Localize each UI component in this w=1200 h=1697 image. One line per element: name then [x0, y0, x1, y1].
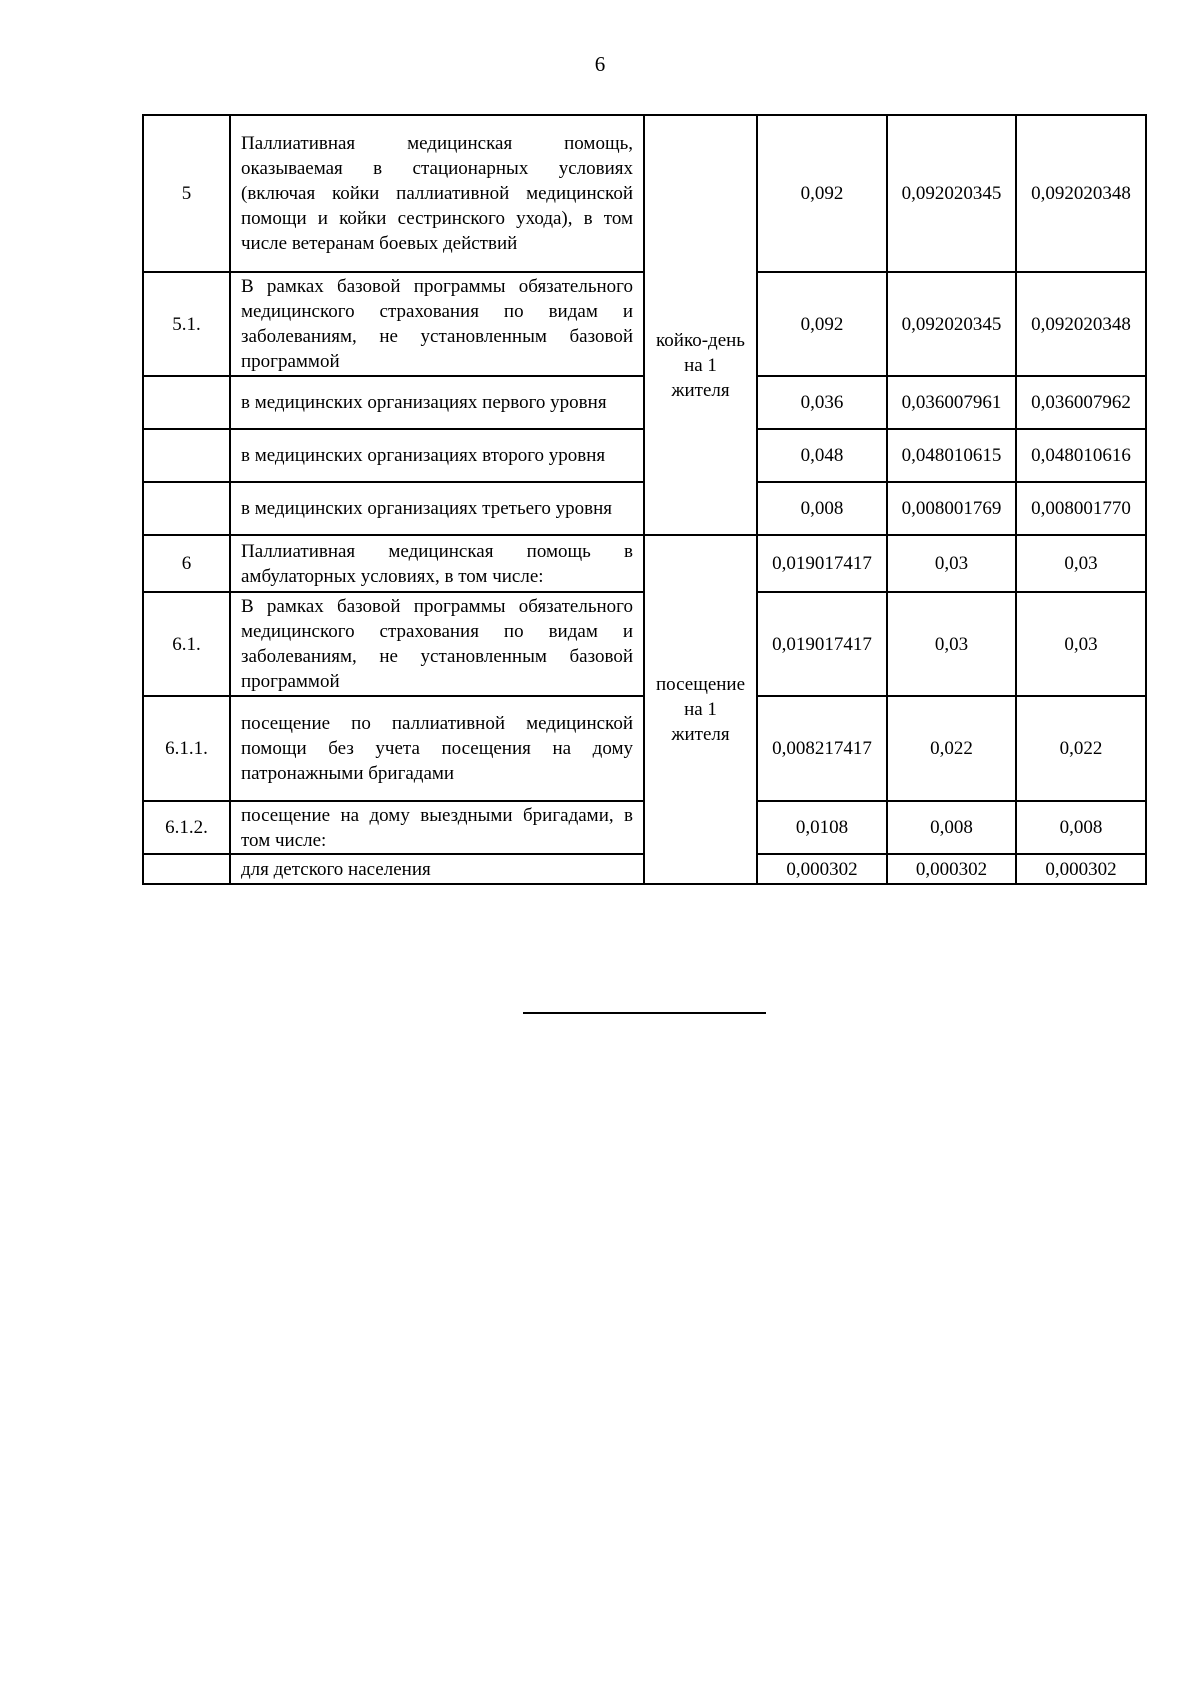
- row-description: В рамках базовой программы обязательного медицинского страхования по видам и заболеваниям, не установленным базовой программой: [230, 272, 644, 376]
- value-cell: 0,008: [887, 801, 1016, 854]
- unit-cell: койко-день на 1 жителя: [644, 115, 757, 535]
- value-cell: 0,036007961: [887, 376, 1016, 429]
- value-cell: 0,022: [1016, 696, 1146, 801]
- row-number: 6.1.1.: [143, 696, 230, 801]
- row-description: В рамках базовой программы обязательного медицинского страхования по видам и заболеваниям, не установленным базовой программой: [230, 592, 644, 696]
- value-cell: 0,092: [757, 115, 887, 272]
- row-description: посещение на дому выездными бригадами, в том числе:: [230, 801, 644, 854]
- row-number: 6: [143, 535, 230, 592]
- value-cell: 0,008001769: [887, 482, 1016, 535]
- value-cell: 0,000302: [757, 854, 887, 884]
- value-cell: 0,022: [887, 696, 1016, 801]
- page-number: 6: [594, 52, 606, 76]
- row-description: для детского населения: [230, 854, 644, 884]
- row-number: 5: [143, 115, 230, 272]
- value-cell: 0,092020345: [887, 272, 1016, 376]
- row-number: [143, 854, 230, 884]
- value-cell: 0,048010615: [887, 429, 1016, 482]
- row-description: Паллиативная медицинская помощь, оказываемая в стационарных условиях (включая койки паллиативной медицинской помощи и койки сестринского ухода), в том числе ветеранам боевых действий: [230, 115, 644, 272]
- table-row: [143, 535, 1146, 592]
- row-description: в медицинских организациях первого уровня: [230, 376, 644, 429]
- end-separator-line: [523, 1012, 766, 1014]
- value-cell: 0,03: [1016, 535, 1146, 592]
- value-cell: 0,008217417: [757, 696, 887, 801]
- value-cell: 0,092020345: [887, 115, 1016, 272]
- value-cell: 0,008: [757, 482, 887, 535]
- value-cell: 0,036007962: [1016, 376, 1146, 429]
- value-cell: 0,019017417: [757, 535, 887, 592]
- value-cell: 0,000302: [1016, 854, 1146, 884]
- value-cell: 0,008: [1016, 801, 1146, 854]
- row-number: [143, 482, 230, 535]
- unit-cell: посещение на 1 жителя: [644, 535, 757, 884]
- value-cell: 0,092020348: [1016, 115, 1146, 272]
- value-cell: 0,048: [757, 429, 887, 482]
- row-description: посещение по паллиативной медицинской помощи без учета посещения на дому патронажными бригадами: [230, 696, 644, 801]
- value-cell: 0,008001770: [1016, 482, 1146, 535]
- value-cell: 0,03: [887, 535, 1016, 592]
- value-cell: 0,092: [757, 272, 887, 376]
- table-row: [143, 115, 1146, 272]
- row-description: в медицинских организациях третьего уровня: [230, 482, 644, 535]
- value-cell: 0,03: [887, 592, 1016, 696]
- value-cell: 0,000302: [887, 854, 1016, 884]
- value-cell: 0,0108: [757, 801, 887, 854]
- row-number: 6.1.: [143, 592, 230, 696]
- row-number: [143, 429, 230, 482]
- row-number: 5.1.: [143, 272, 230, 376]
- value-cell: 0,036: [757, 376, 887, 429]
- row-number: [143, 376, 230, 429]
- volume-table: [142, 114, 1147, 885]
- row-description: в медицинских организациях второго уровня: [230, 429, 644, 482]
- value-cell: 0,048010616: [1016, 429, 1146, 482]
- value-cell: 0,019017417: [757, 592, 887, 696]
- row-number: 6.1.2.: [143, 801, 230, 854]
- row-description: Паллиативная медицинская помощь в амбулаторных условиях, в том числе:: [230, 535, 644, 592]
- value-cell: 0,03: [1016, 592, 1146, 696]
- value-cell: 0,092020348: [1016, 272, 1146, 376]
